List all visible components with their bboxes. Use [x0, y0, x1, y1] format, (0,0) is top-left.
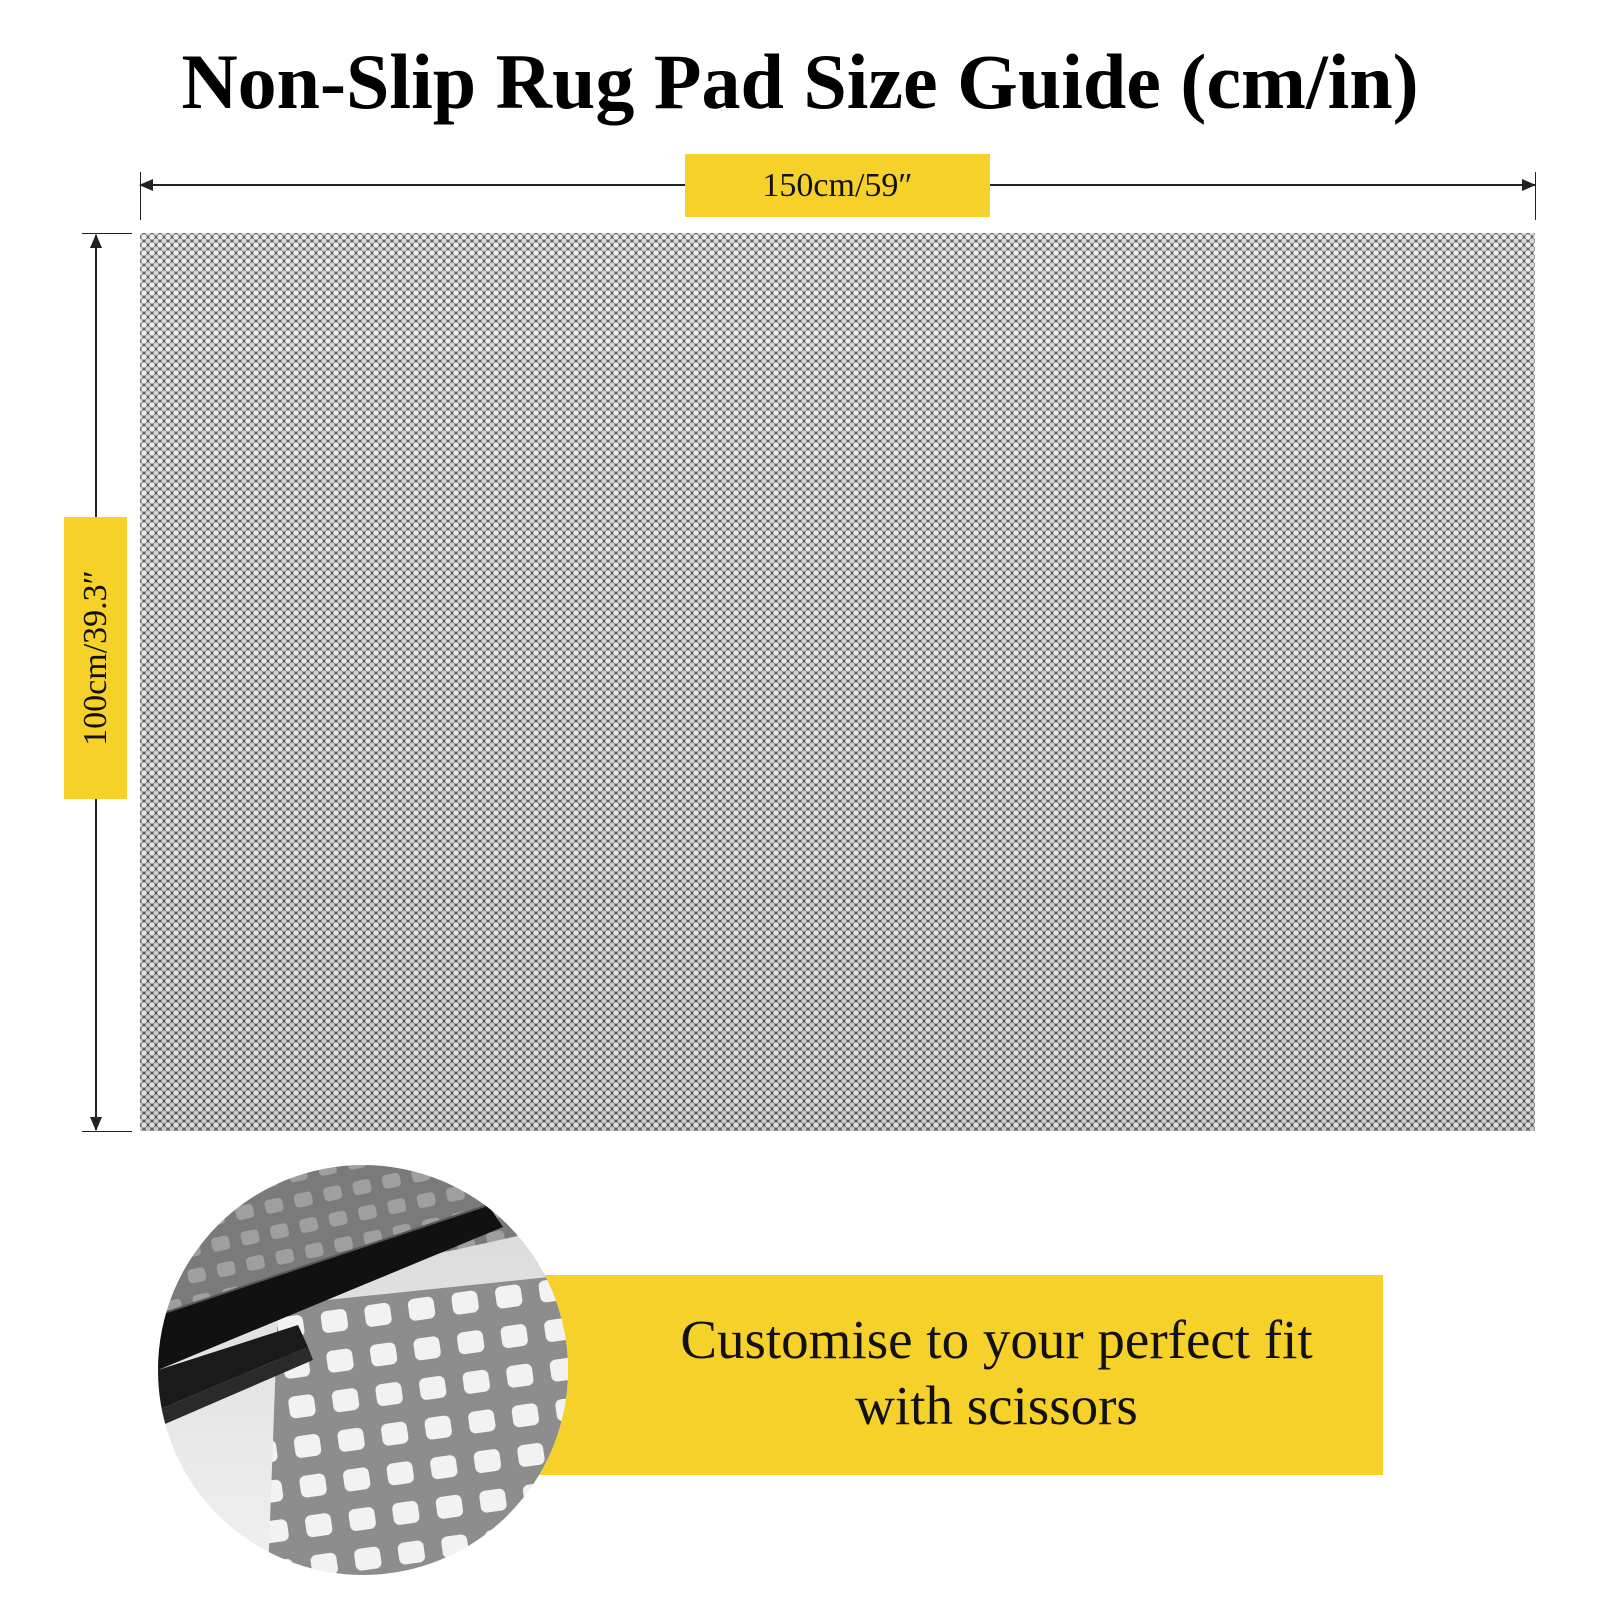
width-label: 150cm/59″ — [685, 154, 990, 217]
callout-text — [610, 1307, 1383, 1439]
callout-banner — [520, 1275, 1383, 1475]
height-label-box — [64, 517, 127, 799]
rug-pad-mat — [140, 233, 1535, 1131]
mat-shading — [140, 233, 1535, 1131]
arrow-left-icon — [139, 179, 153, 191]
page-title: Non-Slip Rug Pad Size Guide (cm/in) — [181, 38, 1419, 125]
scissors-closeup-icon — [158, 1165, 568, 1575]
arrow-up-icon — [90, 234, 102, 248]
height-bottom-tick — [82, 1131, 132, 1132]
callout-line-1: Customise to your perfect fit — [680, 1309, 1313, 1370]
height-label: 100cm/39.3″ — [76, 570, 114, 746]
callout-line-2: with scissors — [855, 1375, 1138, 1436]
arrow-right-icon — [1522, 179, 1536, 191]
arrow-down-icon — [90, 1117, 102, 1131]
